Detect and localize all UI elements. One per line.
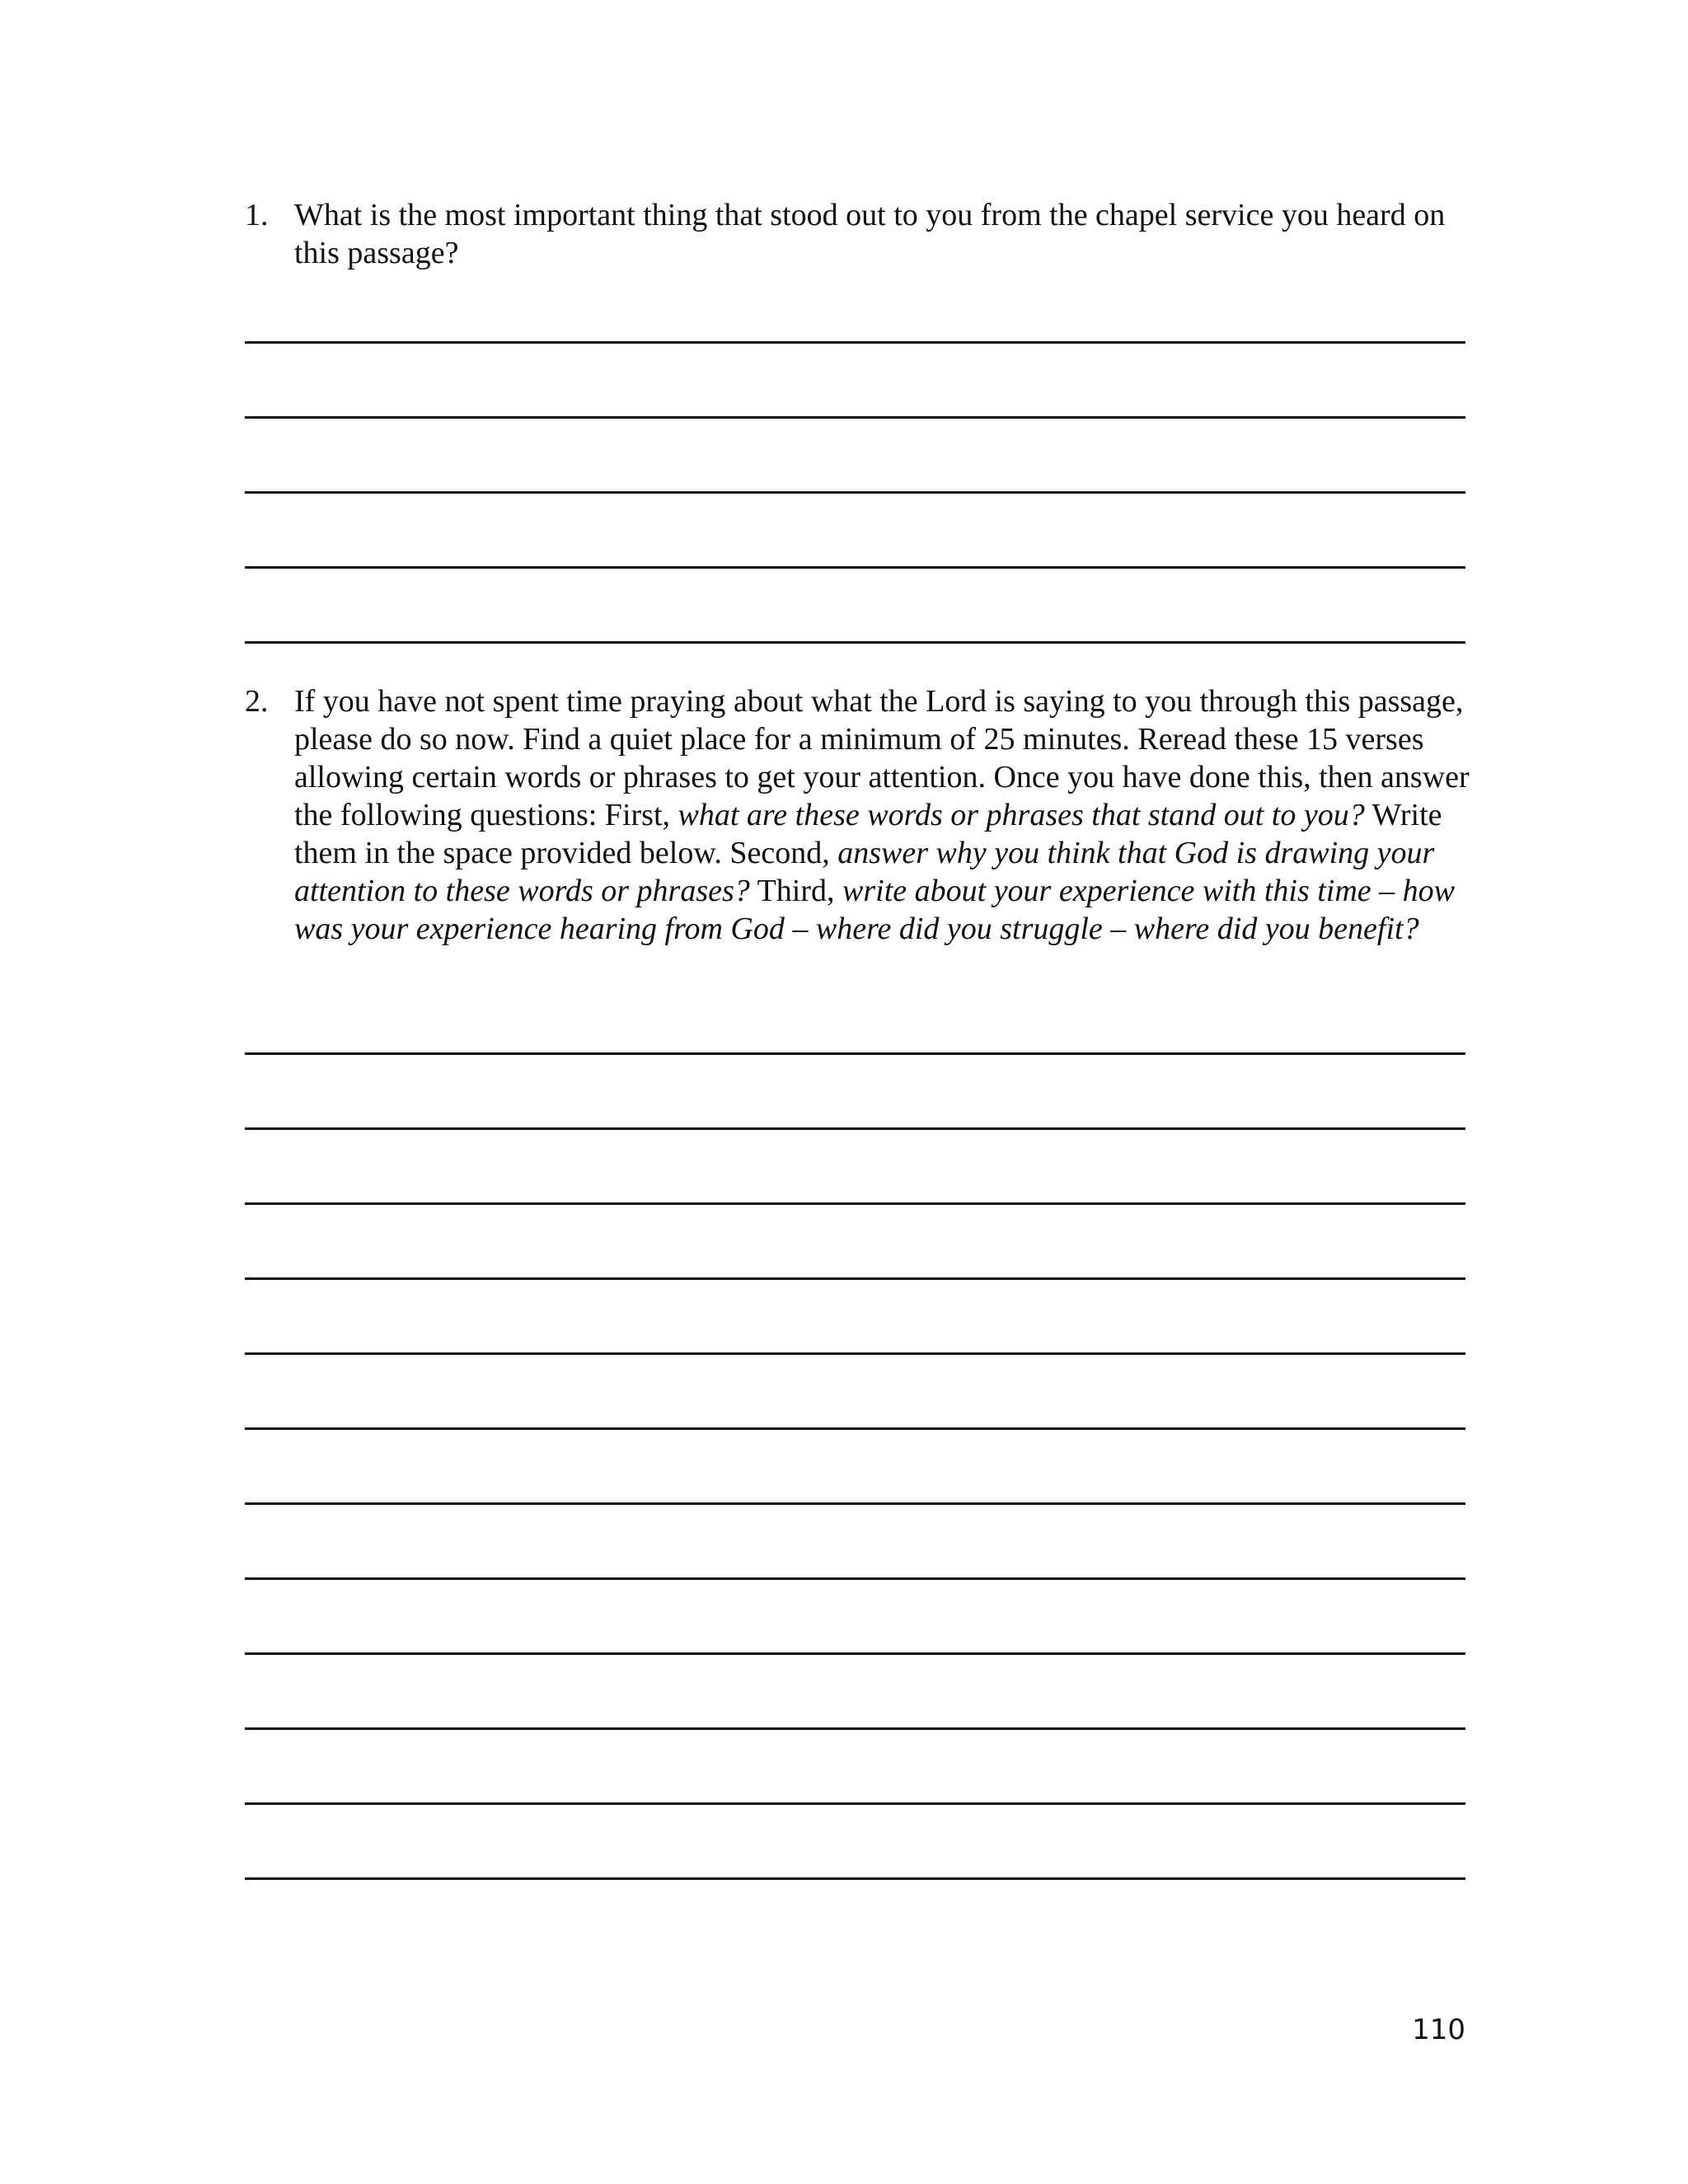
question-2-text [294,682,1481,948]
question-2-answer-line[interactable] [245,1652,1465,1655]
question-2-answer-line[interactable] [245,1577,1465,1580]
question-1-segment: What is the most important thing that stood out to you from the chapel service you heard on this passage? [294,198,1446,270]
question-2-answer-line[interactable] [245,1427,1465,1430]
question-2-answer-line[interactable] [245,1127,1465,1130]
question-2-answer-line[interactable] [245,1202,1465,1205]
question-2-answer-line[interactable] [245,1352,1465,1355]
page-number: 110 [1412,2013,1465,2046]
question-1-answer-line[interactable] [245,641,1465,644]
question-2-answer-line[interactable] [245,1277,1465,1280]
question-2-answer-line[interactable] [245,1502,1465,1505]
question-2-segment: Write them in the space provided below. Second, [294,798,1442,870]
question-2-segment-italic: what are these words or phrases that stand out to you? [678,798,1365,832]
question-2-answer-line[interactable] [245,1727,1465,1730]
question-1-answer-line[interactable] [245,341,1465,344]
question-2-number: 2. [245,684,269,719]
question-1-text [294,196,1481,272]
question-1-number: 1. [245,198,269,232]
question-2-answer-line[interactable] [245,1052,1465,1055]
question-2-segment-italic: write about your experience with this time – how was your experience hearing from God – where did you struggle – where did you benefit? [294,874,1456,946]
question-2-segment-italic: answer why you think that God is drawing your attention to these words or phrases? [294,836,1435,908]
question-2-answer-line[interactable] [245,1802,1465,1805]
question-2-segment: Third, [749,874,843,908]
question-2-segment: If you have not spent time praying about what the Lord is saying to you through this passage, please do so now. Find a quiet place for a minimum of 25 minutes. Reread these 15 verses allowing certain words or phrases to get your attention. Once you have done this, then answer the following questions: First, [294,684,1470,832]
question-2-answer-line[interactable] [245,1877,1465,1880]
question-1-answer-line[interactable] [245,491,1465,494]
question-1-answer-line[interactable] [245,416,1465,419]
question-1-answer-line[interactable] [245,566,1465,569]
